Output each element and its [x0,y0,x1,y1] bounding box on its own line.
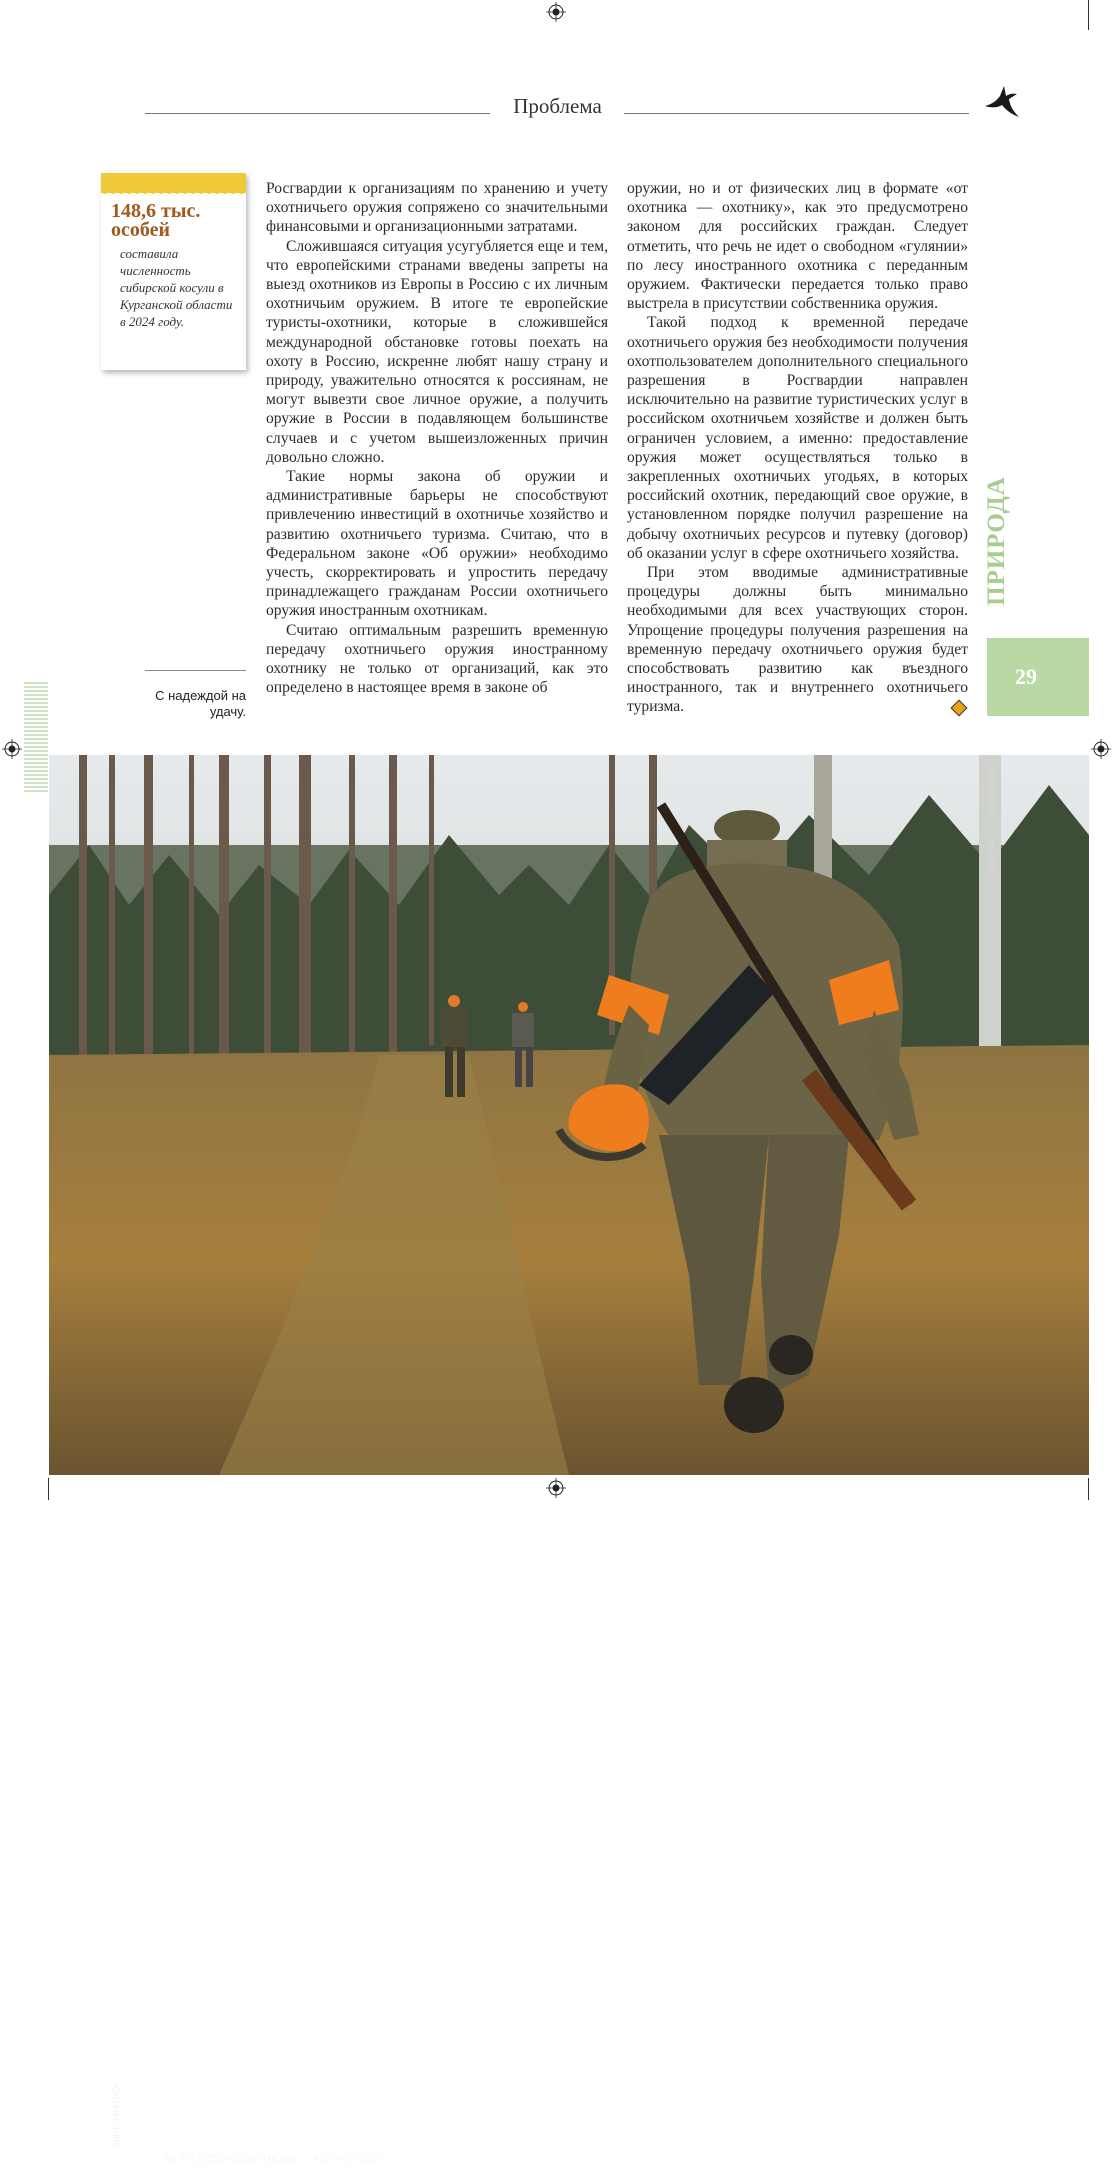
article-column-1 [266,179,608,697]
header-rule-left [145,113,490,114]
photo-credit-left: SHUTTERSTOCK [112,2082,122,2148]
paragraph: Росгвардии к организациям по хранению и учету охотничьего оружия сопряжено со значительными финансовыми и организационными затратами. [266,180,608,236]
paragraph: Считаю оптимальным разрешить временную передачу охотничьего оружия иностранному охотнику не только от организаций, как это определено в настоящее время в законе об [266,621,608,697]
sidebar-note [101,173,246,370]
registration-mark-icon [1091,739,1111,759]
photo-caption: С надеждой на удачу. [155,688,246,719]
paragraph: Такие нормы закона об оружии и административные барьеры не способствуют привлечению инвестиций в охотничье хозяйство и развитию охотничьего туризма. Считаю, что в Федеральном законе «Об оружии» необходимо учесть, скорректировать и упростить передачу принадлежащего гражданам России охотничьего оружия иностранным охотникам. [266,468,608,620]
page-number: 29 [1015,664,1037,689]
decorative-stripes [24,682,48,794]
registration-mark-icon [546,1478,566,1498]
crop-mark [1088,0,1089,30]
note-text: составила численность сибирской косули в Курганской области в 2024 году. [120,246,233,329]
paragraph: Такой подход к временной передаче охотничьего оружия без необходимости получения охотпользователем дополнительного специального разрешения в Росгвардии направлен исключительно на развитие туристических услуг в российском охотничьем хозяйстве и должен быть ограничен условием, а именно: предоставление оружия может осуществляться только в закрепленных охотничьих угодьях, в которых российский охотник, передающий свое оружие, в установленном порядке получил разрешение на добычу охотничьих ресурсов и путевку (договор) об оказании услуг в сфере охотничьего хозяйства. [627,314,968,562]
note-tape [101,173,246,193]
note-figure: 148,6 тыс. особей [111,200,201,241]
section-vertical-label [968,475,1026,606]
issue-footer: № 7-8 (1255–1256) ИЮЛЬ — АВГУСТ 2025 [164,2153,383,2165]
section-title: Проблема [513,94,602,118]
photo-credit: КУРГАН С ТРОФЕЯМИ [987,767,997,873]
bird-icon [983,84,1023,120]
section-label-text: ПРИРОДА [983,475,1010,606]
header-rule-right [624,113,969,114]
hunters-forest-photo [49,755,1089,2165]
paragraph: При этом вводимые административные процедуры должны быть минимально необходимыми для всех участвующих сторон. Упрощение процедуры получения разрешения на временную передачу охотничьего оружия будет способствовать развитию как въездного иностранного, так и внутреннего охотничьего туризма. [627,564,968,716]
paragraph: оружии, но и от физических лиц в формате «от охотника — охотнику», как это предусмотрено законом для российских граждан. Следует отметить, что речь не идет о свободном «гулянии» по лесу иностранного охотника с переданным оружием. Фактически передается только право выстрела в присутствии собственника оружия. [627,180,968,313]
paragraph: Сложившаяся ситуация усугубляется еще и тем, что европейскими странами введены запреты на выезд охотников из Европы в Россию с их личным охотничьим оружием. В итоге те европейские туристы-охотники, которые в сложившейся международной обстановке готовы поехать на охоту в Россию, искренне любят нашу страну и природу, уважительно относятся к россиянам, не могут вывезти свое личное оружие, а получить оружие в России в подавляющем большинстве случаев и с учетом вышеизложенных причин довольно сложно. [266,237,608,466]
photo-illustration [49,755,1089,1475]
note-scallop [101,191,246,197]
crop-mark [1088,1478,1089,1500]
caption-rule [145,670,246,671]
registration-mark-icon [546,2,566,22]
crop-mark [48,1478,49,1500]
article-column-2 [627,179,968,717]
registration-mark-icon [2,739,22,759]
